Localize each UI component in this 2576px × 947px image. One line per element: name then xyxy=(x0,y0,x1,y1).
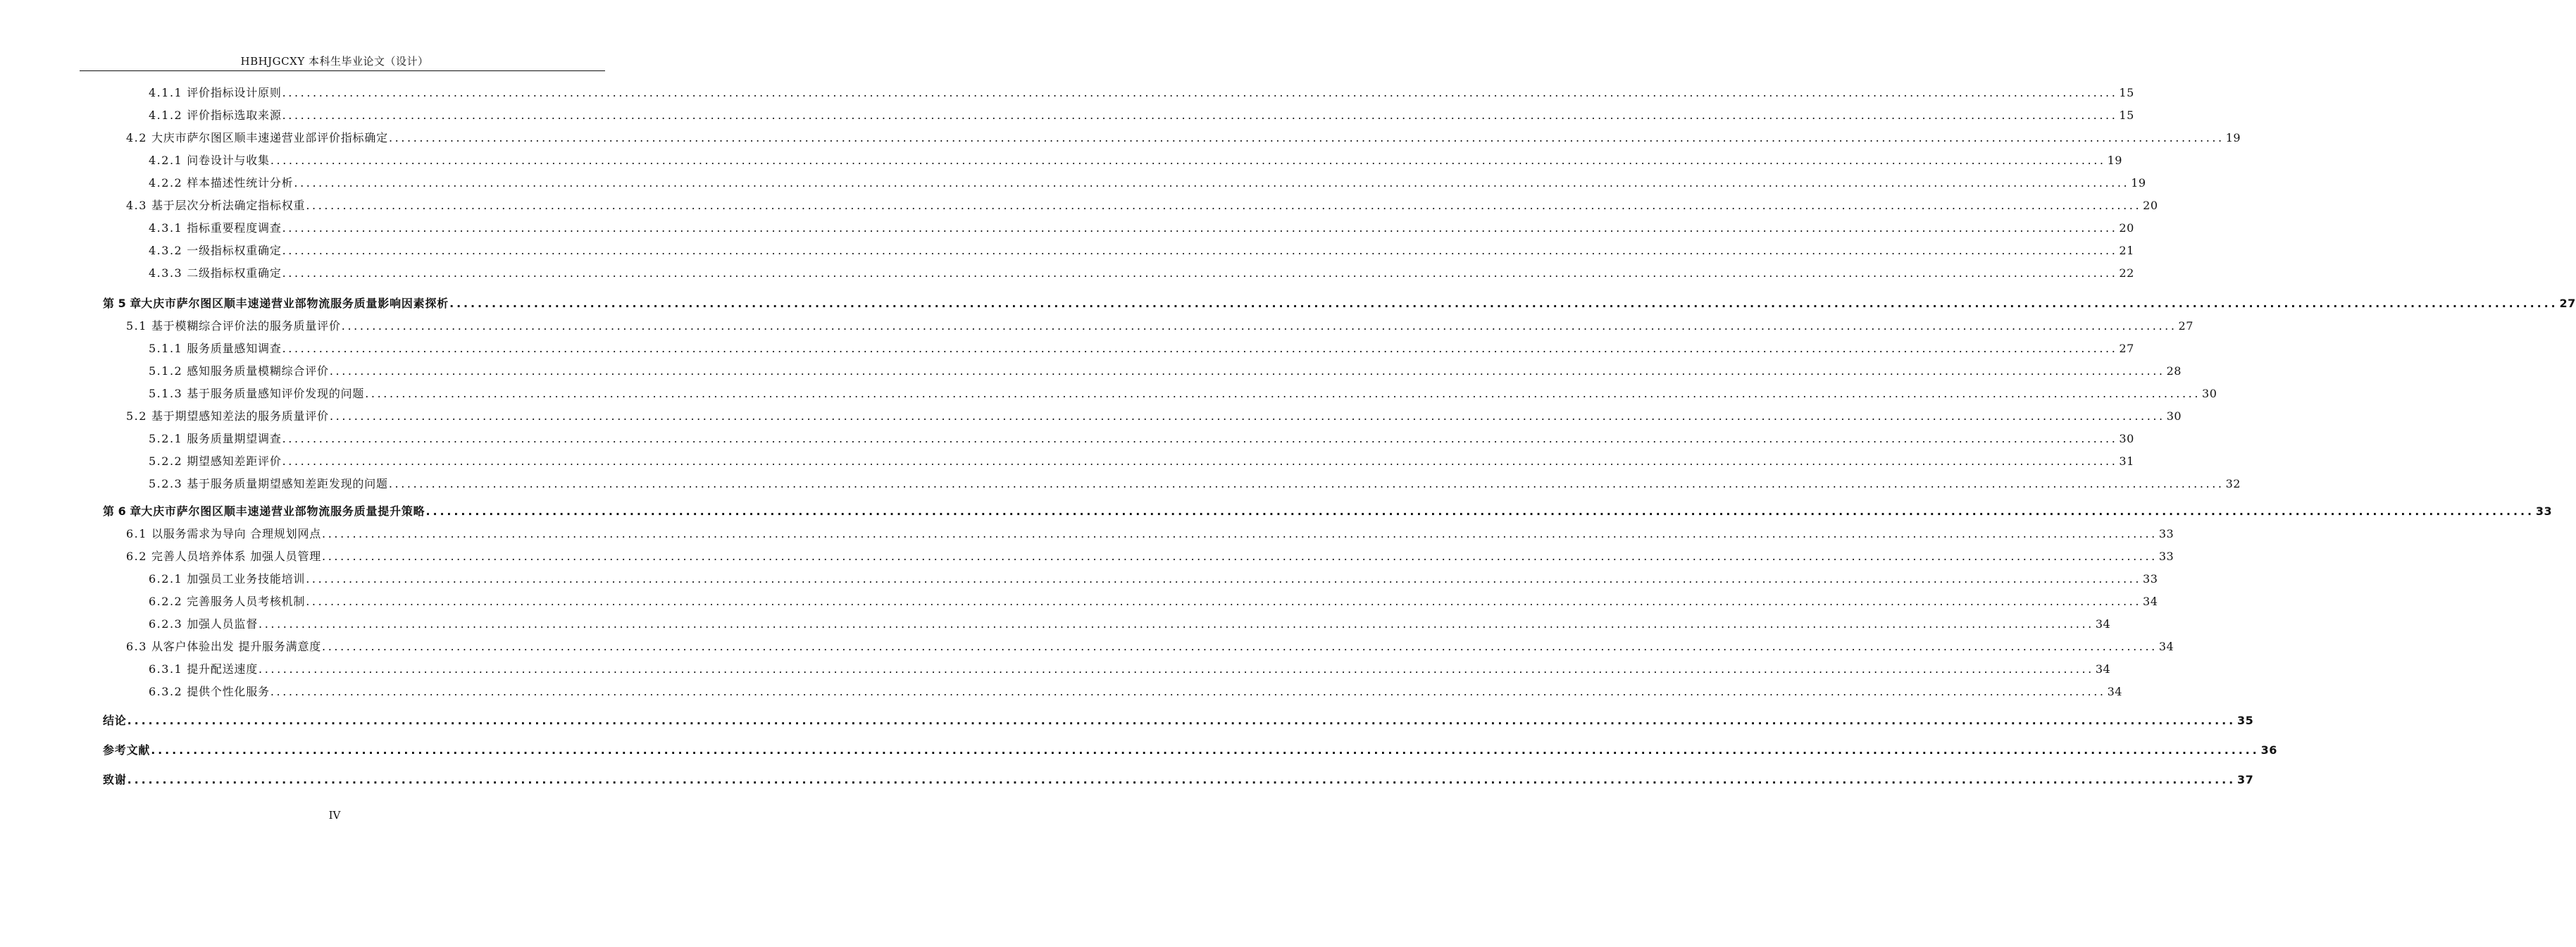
toc-entry[interactable] xyxy=(126,527,2174,541)
toc-entry-title: 问卷设计与收集 xyxy=(187,154,270,167)
toc-entry-title: 大庆市萨尔图区顺丰速递营业部物流服务质量影响因素探析 xyxy=(141,297,449,310)
toc-entry-number: 4.2 xyxy=(126,131,147,144)
toc-entry-title: 基于服务质量感知评价发现的问题 xyxy=(187,387,365,400)
toc-entry[interactable] xyxy=(126,131,2241,145)
toc-dot-leader: ............................................................................................................................................................................................................................................................................................................ xyxy=(306,572,2142,586)
toc-entry-page: 20 xyxy=(2119,221,2134,235)
toc-entry-number: 6.2.1 xyxy=(149,572,183,586)
toc-entry-title: 基于服务质量期望感知差距发现的问题 xyxy=(187,477,388,490)
toc-entry-number: 6.1 xyxy=(126,527,147,540)
toc-dot-leader: ............................................................................................................................................................................................................................................................................................................ xyxy=(322,640,2158,653)
toc-entry-title: 服务质量感知调查 xyxy=(187,342,282,355)
toc-entry[interactable] xyxy=(149,221,2134,235)
toc-entry-title: 基于模糊综合评价法的服务质量评价 xyxy=(151,319,341,333)
toc-entry-page: 20 xyxy=(2143,199,2158,212)
toc-entry-page: 33 xyxy=(2158,527,2174,540)
toc-dot-leader: ............................................................................................................................................................................................................................................................................................................ xyxy=(322,527,2158,540)
toc-entry-number: 5.1.3 xyxy=(149,387,183,400)
toc-entry[interactable] xyxy=(126,409,2182,423)
toc-entry[interactable] xyxy=(149,176,2146,190)
toc-entry-page: 15 xyxy=(2119,86,2134,99)
toc-entry-number: 5.1.1 xyxy=(149,342,183,355)
toc-entry-number: 6.3.2 xyxy=(149,685,183,698)
toc-entry[interactable] xyxy=(149,244,2134,258)
toc-dot-leader: ............................................................................................................................................................................................................................................................................................................ xyxy=(127,773,2236,786)
toc-entry-title: 评价指标设计原则 xyxy=(187,86,282,99)
toc-entry-title: 评价指标选取来源 xyxy=(187,109,282,122)
toc-entry-number: 4.2.2 xyxy=(149,176,183,190)
toc-entry-page: 27 xyxy=(2178,319,2194,333)
toc-dot-leader: ............................................................................................................................................................................................................................................................................................................ xyxy=(282,86,2118,99)
toc-entry[interactable] xyxy=(103,297,2576,311)
toc-dot-leader: ............................................................................................................................................................................................................................................................................................................ xyxy=(270,154,2106,167)
toc-entry[interactable] xyxy=(149,342,2134,356)
toc-entry-page: 34 xyxy=(2107,685,2122,698)
toc-entry[interactable] xyxy=(149,617,2111,631)
toc-entry-page: 30 xyxy=(2202,387,2217,400)
toc-entry-title: 提供个性化服务 xyxy=(187,685,270,698)
toc-entry-page: 19 xyxy=(2131,176,2146,190)
toc-dot-leader: ............................................................................................................................................................................................................................................................................................................ xyxy=(282,266,2118,280)
toc-entry[interactable] xyxy=(103,505,2553,519)
toc-dot-leader: ............................................................................................................................................................................................................................................................................................................ xyxy=(425,505,2534,518)
toc-entry-page: 30 xyxy=(2166,409,2182,423)
toc-entry[interactable] xyxy=(149,432,2134,446)
toc-entry[interactable] xyxy=(126,319,2194,333)
toc-entry-page: 30 xyxy=(2119,432,2134,445)
toc-entry-page: 36 xyxy=(2260,743,2277,757)
toc-entry[interactable] xyxy=(149,109,2134,123)
toc-entry-number: 5.1.2 xyxy=(149,364,183,378)
toc-entry-title: 指标重要程度调查 xyxy=(187,221,282,235)
toc-dot-leader: ............................................................................................................................................................................................................................................................................................................ xyxy=(282,454,2118,468)
toc-entry-number: 4.1.1 xyxy=(149,86,183,99)
toc-entry-title: 服务质量期望调查 xyxy=(187,432,282,445)
toc-entry-page: 34 xyxy=(2143,595,2158,608)
toc-entry-title: 致谢 xyxy=(103,773,127,786)
toc-entry-title: 基于层次分析法确定指标权重 xyxy=(151,199,306,212)
toc-entry-page: 34 xyxy=(2095,662,2111,676)
toc-entry-page: 37 xyxy=(2237,773,2254,786)
toc-entry[interactable] xyxy=(149,685,2122,699)
toc-entry[interactable] xyxy=(149,477,2241,491)
toc-entry-number: 5.2.1 xyxy=(149,432,183,445)
toc-entry-number: 第 6 章 xyxy=(103,505,142,518)
toc-dot-leader: ............................................................................................................................................................................................................................................................................................................ xyxy=(306,199,2142,212)
toc-dot-leader: ............................................................................................................................................................................................................................................................................................................ xyxy=(282,109,2118,122)
toc-entry-number: 4.3.2 xyxy=(149,244,183,257)
toc-entry-number: 5.2 xyxy=(126,409,147,423)
toc-entry[interactable] xyxy=(126,550,2174,564)
toc-entry-page: 32 xyxy=(2225,477,2241,490)
toc-dot-leader: ............................................................................................................................................................................................................................................................................................................ xyxy=(449,297,2558,310)
toc-entry-title: 从客户体验出发 提升服务满意度 xyxy=(151,640,322,653)
toc-dot-leader: ............................................................................................................................................................................................................................................................................................................ xyxy=(259,662,2094,676)
toc-entry-page: 27 xyxy=(2119,342,2134,355)
toc-dot-leader: ............................................................................................................................................................................................................................................................................................................ xyxy=(322,550,2158,563)
toc-entry[interactable] xyxy=(103,773,2254,787)
toc-entry-title: 结论 xyxy=(103,714,127,727)
toc-dot-leader: ............................................................................................................................................................................................................................................................................................................ xyxy=(306,595,2142,608)
toc-dot-leader: ............................................................................................................................................................................................................................................................................................................ xyxy=(329,364,2165,378)
toc-entry-number: 4.3.3 xyxy=(149,266,183,280)
toc-entry-title: 完善服务人员考核机制 xyxy=(187,595,306,608)
toc-entry[interactable] xyxy=(149,364,2182,378)
toc-entry-page: 33 xyxy=(2143,572,2158,586)
toc-entry-title: 以服务需求为导向 合理规划网点 xyxy=(151,527,322,540)
toc-entry-page: 19 xyxy=(2107,154,2122,167)
toc-entry-page: 35 xyxy=(2237,714,2254,727)
toc-dot-leader: ............................................................................................................................................................................................................................................................................................................ xyxy=(341,319,2177,333)
toc-entry[interactable] xyxy=(126,640,2174,654)
toc-dot-leader: ............................................................................................................................................................................................................................................................................................................ xyxy=(127,714,2236,727)
toc-entry-number: 6.3.1 xyxy=(149,662,183,676)
toc-dot-leader: ............................................................................................................................................................................................................................................................................................................ xyxy=(282,342,2118,355)
toc-entry-page: 33 xyxy=(2535,505,2553,518)
toc-dot-leader: ............................................................................................................................................................................................................................................................................................................ xyxy=(329,409,2165,423)
toc-entry-number: 第 5 章 xyxy=(103,297,142,310)
toc-dot-leader: ............................................................................................................................................................................................................................................................................................................ xyxy=(388,477,2225,490)
toc-entry-page: 22 xyxy=(2119,266,2134,280)
page-header-title: HBHJGCXY 本科生毕业论文（设计） xyxy=(240,55,429,68)
toc-entry[interactable] xyxy=(149,595,2158,609)
toc-entry[interactable] xyxy=(149,266,2134,280)
toc-entry-title: 期望感知差距评价 xyxy=(187,454,282,468)
toc-entry-title: 大庆市萨尔图区顺丰速递营业部物流服务质量提升策略 xyxy=(141,505,425,518)
toc-entry-title: 加强人员监督 xyxy=(187,617,259,631)
toc-entry[interactable] xyxy=(149,387,2217,401)
toc-dot-leader: ............................................................................................................................................................................................................................................................................................................ xyxy=(388,131,2225,144)
toc-entry-page: 33 xyxy=(2158,550,2174,563)
toc-entry-number: 6.2 xyxy=(126,550,147,563)
toc-dot-leader: ............................................................................................................................................................................................................................................................................................................ xyxy=(151,743,2260,757)
toc-entry-title: 感知服务质量模糊综合评价 xyxy=(187,364,329,378)
toc-entry-page: 34 xyxy=(2095,617,2111,631)
toc-entry[interactable] xyxy=(126,199,2158,213)
toc-entry[interactable] xyxy=(149,154,2122,168)
toc-entry-title: 二级指标权重确定 xyxy=(187,266,282,280)
toc-entry[interactable] xyxy=(103,743,2277,757)
toc-entry-number: 4.3.1 xyxy=(149,221,183,235)
toc-dot-leader: ............................................................................................................................................................................................................................................................................................................ xyxy=(282,244,2118,257)
toc-entry-number: 4.3 xyxy=(126,199,147,212)
toc-dot-leader: ............................................................................................................................................................................................................................................................................................................ xyxy=(282,221,2118,235)
toc-dot-leader: ............................................................................................................................................................................................................................................................................................................ xyxy=(270,685,2106,698)
toc-entry-number: 5.2.3 xyxy=(149,477,183,490)
toc-entry-page: 21 xyxy=(2119,244,2134,257)
toc-entry-number: 4.1.2 xyxy=(149,109,183,122)
toc-entry-page: 31 xyxy=(2119,454,2134,468)
toc-entry-title: 样本描述性统计分析 xyxy=(187,176,294,190)
toc-entry-number: 6.2.2 xyxy=(149,595,183,608)
toc-entry-number: 6.2.3 xyxy=(149,617,183,631)
toc-entry-title: 加强员工业务技能培训 xyxy=(187,572,306,586)
toc-entry-title: 参考文献 xyxy=(103,743,151,757)
toc-entry[interactable] xyxy=(149,662,2111,676)
toc-entry[interactable] xyxy=(103,714,2254,728)
toc-entry-number: 4.2.1 xyxy=(149,154,183,167)
toc-entry[interactable] xyxy=(149,572,2158,586)
toc-entry-title: 基于期望感知差法的服务质量评价 xyxy=(151,409,329,423)
page-number: IV xyxy=(328,809,341,822)
toc-dot-leader: ............................................................................................................................................................................................................................................................................................................ xyxy=(294,176,2130,190)
toc-entry-number: 6.3 xyxy=(126,640,147,653)
toc-entry[interactable] xyxy=(149,86,2134,100)
toc-entry-title: 一级指标权重确定 xyxy=(187,244,282,257)
toc-entry-page: 27 xyxy=(2559,297,2576,310)
toc-entry-number: 5.1 xyxy=(126,319,147,333)
toc-dot-leader: ............................................................................................................................................................................................................................................................................................................ xyxy=(259,617,2094,631)
toc-entry[interactable] xyxy=(149,454,2134,469)
toc-dot-leader: ............................................................................................................................................................................................................................................................................................................ xyxy=(365,387,2201,400)
toc-entry-number: 5.2.2 xyxy=(149,454,183,468)
toc-entry-title: 完善人员培养体系 加强人员管理 xyxy=(151,550,322,563)
toc-entry-page: 19 xyxy=(2225,131,2241,144)
toc-entry-page: 15 xyxy=(2119,109,2134,122)
toc-entry-title: 提升配送速度 xyxy=(187,662,259,676)
toc-entry-page: 34 xyxy=(2158,640,2174,653)
toc-dot-leader: ............................................................................................................................................................................................................................................................................................................ xyxy=(282,432,2118,445)
toc-entry-page: 28 xyxy=(2166,364,2182,378)
toc-entry-title: 大庆市萨尔图区顺丰速递营业部评价指标确定 xyxy=(151,131,388,144)
